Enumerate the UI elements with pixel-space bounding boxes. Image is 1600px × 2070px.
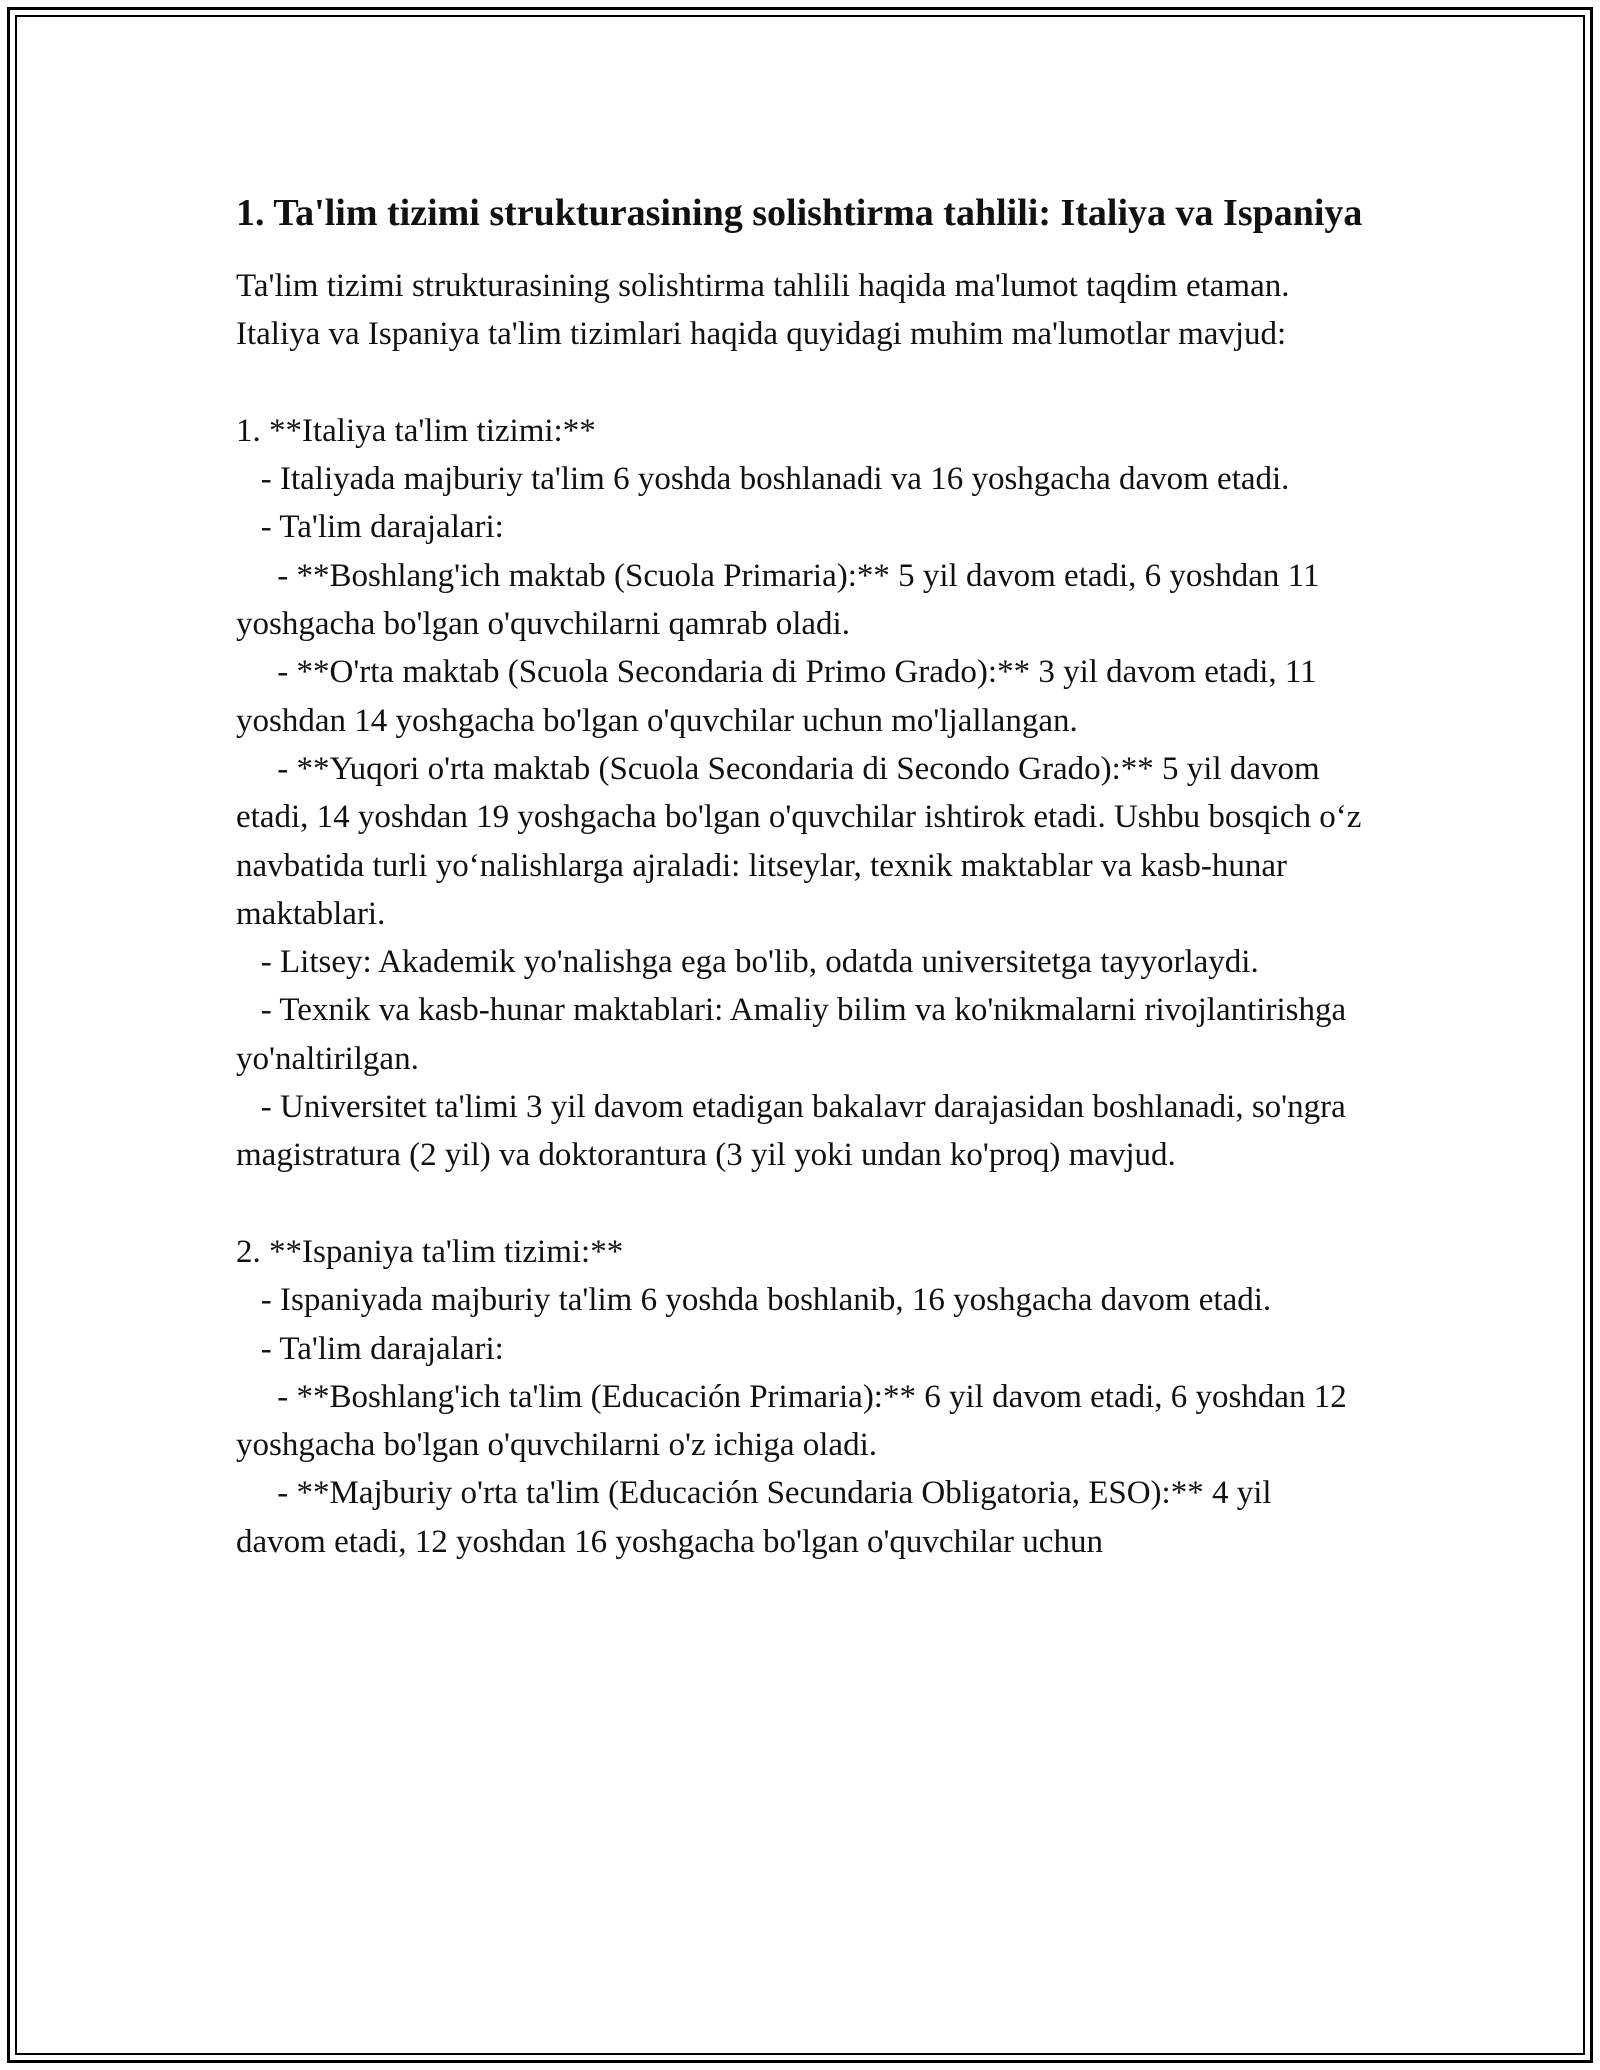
document-title: 1. Ta'lim tizimi strukturasining solishtirma tahlili: Italiya va Ispaniya bbox=[236, 192, 1363, 234]
document-body: Ta'lim tizimi strukturasining solishtirma tahlili haqida ma'lumot taqdim etaman. Italiya va Ispaniya ta'lim tizimlari haqida quyidagi muhim ma'lumotlar mavjud: 1. **Italiya ta'lim tizimi:** - Italiyada majburiy ta'lim 6 yoshda boshlanadi va 16 yoshgacha davom etadi. - Ta'lim darajalari: - **Boshlang'ich maktab (Scuola Primaria):** 5 yil davom etadi, 6 yoshdan 11 yoshgacha bo'lgan o'quvchilarni qamrab oladi. - **O'rta maktab (Scuola Secondaria di Primo Grado):** 3 yil davom etadi, 11 yoshdan 14 yoshgacha bo'lgan o'quvchilar uchun mo'ljallangan. - **Yuqori o'rta maktab (Scuola Secondaria di Secondo Grado):** 5 yil davom etadi, 14 yoshdan 19 yoshgacha bo'lgan o'quvchilar ishtirok etadi. Ushbu bosqich o‘z navbatida turli yo‘nalishlarga ajraladi: litseylar, texnik maktablar va kasb-hunar maktablari. - Litsey: Akademik yo'nalishga ega bo'lib, odatda universitetga tayyorlaydi. - Texnik va kasb-hunar maktablari: Amaliy bilim va ko'nikmalarni rivojlantirishga yo'naltirilgan. - Universitet ta'limi 3 yil davom etadigan bakalavr darajasidan boshlanadi, so'ngra magistratura (2 yil) va doktorantura (3 yil yoki undan ko'proq) mavjud. 2. **Ispaniya ta'lim tizimi:** - Ispaniyada majburiy ta'lim 6 yoshda boshlanib, 16 yoshgacha davom etadi. - Ta'lim darajalari: - **Boshlang'ich ta'lim (Educación Primaria):** 6 yil davom etadi, 6 yoshdan 12 yoshgacha bo'lgan o'quvchilarni o'z ichiga oladi. - **Majburiy o'rta ta'lim (Educación Secundaria Obligatoria, ESO):** 4 yil davom etadi, 12 yoshdan 16 yoshgacha bo'lgan o'quvchilar uchun bbox=[236, 268, 1362, 1560]
document-page bbox=[236, 186, 1366, 1566]
